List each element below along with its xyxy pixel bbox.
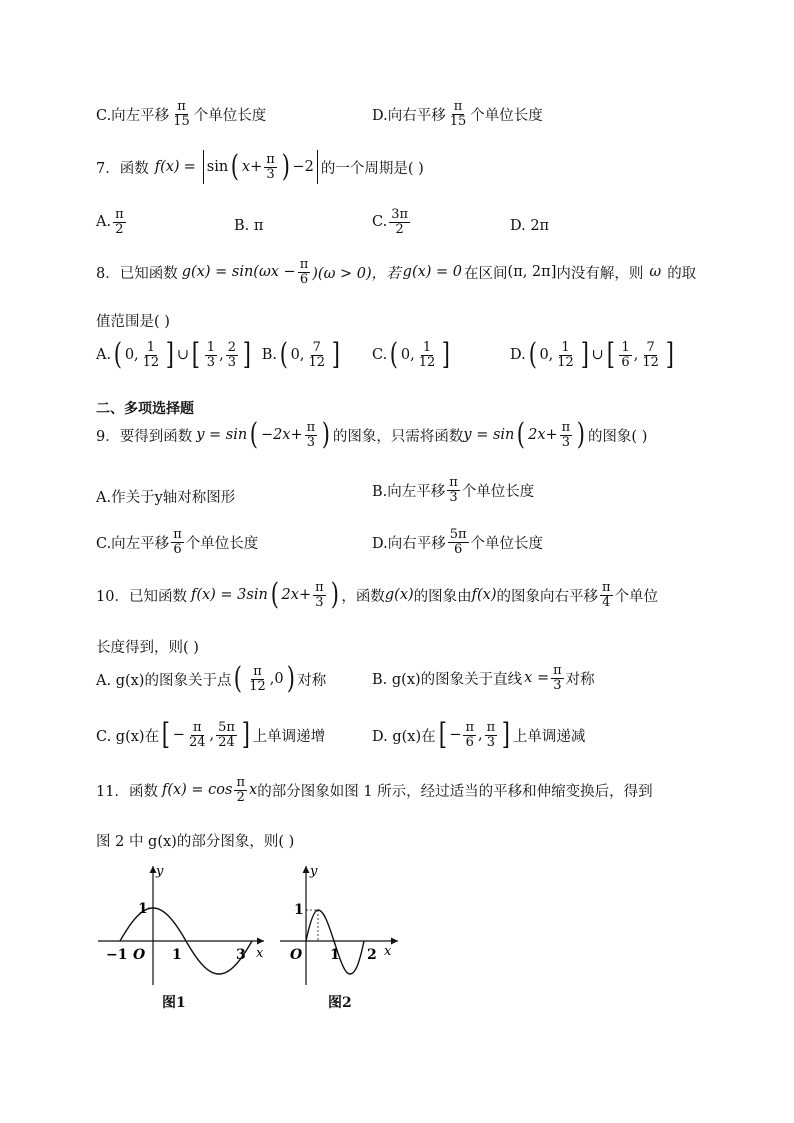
tick-label: 1 (330, 947, 340, 963)
figure-2-caption: 图2 (328, 995, 352, 1011)
y-label: y (156, 864, 164, 879)
figure-2 (276, 860, 406, 990)
x-label: x (256, 946, 264, 961)
figure-1 (92, 860, 272, 990)
q9-option-b: B.向左平移 $\frac{\pi}{3}$ 个单位长度 (372, 475, 535, 505)
q8-stem: 8．已知函数 g(x) = sin(ωx − $\frac{\pi}{6}$ )(ω > 0)，若 g(x) = 0 在区间 (π, 2π] 内没有解，则 ω 的取 (96, 257, 697, 287)
q9-option-c: C.向左平移 $\frac{\pi}{6}$ 个单位长度 (96, 527, 259, 557)
tick-label: −1 (106, 947, 128, 963)
q10-option-c: C. g(x)在 [ − $\frac{\pi}{24}$ , $\frac{5\pi}{24}$ ] 上单调递增 (96, 717, 326, 752)
q10-stem-line2: 长度得到，则( ) (96, 640, 199, 656)
section-heading: 二、多项选择题 (96, 401, 194, 417)
q10-option-d: D. g(x)在 [ − $\frac{\pi}{6}$ , $\frac{\pi}{3}$ ] 上单调递减 (372, 717, 586, 752)
q7-option-d: D. 2π (510, 218, 550, 234)
tick-label: 1 (138, 901, 148, 917)
q9-option-a: A.作关于y轴对称图形 (96, 490, 236, 506)
q7-option-b: B. π (234, 218, 264, 234)
q11-stem: 11．函数 f(x) = cos $\frac{\pi}{2}$ x 的部分图象如图 1 所示，经过适当的平移和伸缩变换后，得到 (96, 775, 653, 805)
q7-stem: 7．函数 f(x) = sin ( x+ $\frac{\pi}{3}$ ) −2 的一个周期是( ) (96, 149, 424, 184)
sine-curve (306, 910, 364, 974)
origin-label: O (133, 947, 146, 963)
q10-option-a: A. g(x)的图象关于点 ( $\frac{\pi}{12}$ ,0 ) 对称 (96, 661, 327, 696)
fraction: $\frac{\pi}{15}$ (449, 99, 467, 129)
q9-stem: 9．要得到函数 y = sin ( −2x+ $\frac{\pi}{3}$ ) 的图象，只需将函数 y = sin ( 2x+ $\frac{\pi}{3}$ ) 的图象( ) (96, 417, 648, 452)
tick-label: 1 (294, 902, 304, 918)
origin-label: O (290, 947, 303, 963)
y-label: y (310, 864, 318, 879)
tick-label: 3 (236, 947, 246, 963)
q6-option-d: D.向右平移 $\frac{\pi}{15}$ 个单位长度 (372, 99, 543, 129)
tick-label: 1 (172, 947, 182, 963)
q10-stem: 10．已知函数 f(x) = 3sin ( 2x+ $\frac{\pi}{3}$ ) ，函数 g(x) 的图象由 f(x) 的图象向右平移 $\frac{\pi}{4}$ 个单位 (96, 577, 659, 612)
q8-option-d: D. ( 0, $\frac{1}{12}$ ] ∪ [ $\frac{1}{6}$ , $\frac{7}{12}$ ] (510, 337, 674, 372)
q9-option-d: D.向右平移 $\frac{5\pi}{6}$ 个单位长度 (372, 527, 544, 557)
q7-option-a: A. $\frac{\pi}{2}$ (96, 207, 124, 237)
q11-stem-line2: 图 2 中 g(x)的部分图象，则( ) (96, 834, 295, 850)
q7-option-c: C. $\frac{3\pi}{2}$ (372, 207, 409, 237)
q8-option-c: C. ( 0, $\frac{1}{12}$ ] (372, 337, 451, 372)
q6-option-c: C.向左平移 $\frac{\pi}{15}$ 个单位长度 (96, 99, 267, 129)
q10-option-b: B. g(x)的图象关于直线 x = $\frac{\pi}{3}$ 对称 (372, 663, 595, 693)
q8-stem-line2: 值范围是( ) (96, 314, 170, 330)
x-label: x (384, 944, 392, 959)
figure-1-caption: 图1 (162, 995, 186, 1011)
q8-option-a: A. ( 0, $\frac{1}{12}$ ] ∪ [ $\frac{1}{3}$ , $\frac{2}{3}$ ] B. ( 0, $\frac{7}{12}$ ] (96, 337, 341, 372)
fraction: $\frac{\pi}{15}$ (173, 99, 190, 129)
tick-label: 2 (367, 947, 377, 963)
